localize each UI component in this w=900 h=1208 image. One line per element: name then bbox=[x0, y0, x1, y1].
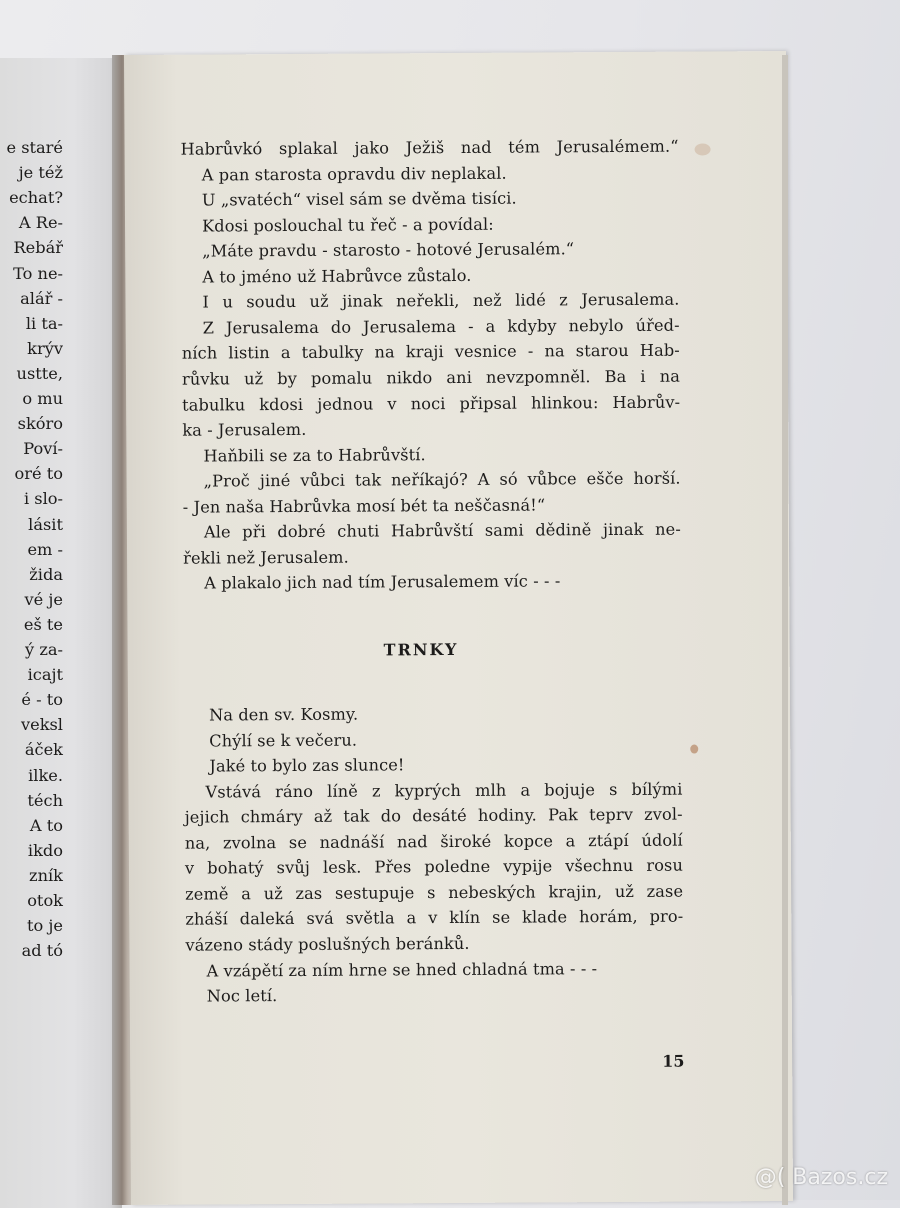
left-page-text-line: to je bbox=[27, 916, 63, 936]
stain-mark bbox=[695, 143, 711, 155]
text-line: ka - Jerusalem. bbox=[182, 419, 307, 440]
text-line: země a už zas sestupuje s nebeských krajin, už zase bbox=[185, 881, 684, 904]
left-page-text-line: žida bbox=[29, 564, 63, 584]
left-page-text-line: vé je bbox=[24, 589, 63, 609]
left-page-text bbox=[0, 58, 63, 1058]
left-page-text-line: é - to bbox=[21, 690, 63, 710]
section-1-text bbox=[124, 51, 786, 593]
left-page-text-line: téch bbox=[27, 790, 63, 810]
left-page-text-line: icajt bbox=[27, 665, 63, 685]
left-page-text-line: o mu bbox=[22, 389, 63, 408]
page-edge bbox=[782, 55, 788, 1205]
left-page-text-line: A to bbox=[29, 815, 63, 835]
text-line: Noc letí. bbox=[206, 986, 278, 1006]
left-page-text-line: Poví- bbox=[23, 439, 63, 459]
text-line: Jaké to bylo zas slunce! bbox=[209, 755, 405, 776]
text-line: ních listin a tabulky na kraji vesnice - na starou Hab- bbox=[181, 341, 680, 364]
text-line: Kdosi poslouchal tu řeč - a povídal: bbox=[201, 214, 494, 236]
left-page-text-line: i slo- bbox=[23, 489, 63, 509]
left-page-text-line: alář - bbox=[20, 288, 63, 308]
watermark: @( Bazos.cz bbox=[754, 1165, 888, 1190]
left-page-text-line: A Re- bbox=[18, 213, 63, 233]
text-line: růvku už by pomalu nikdo ani nevzpomněl. Ba i na bbox=[181, 366, 681, 389]
right-book-page bbox=[124, 51, 793, 1205]
text-line: Z Jerusalema do Jerusalema - a kdyby nebylo úřed- bbox=[202, 315, 680, 338]
left-page-text-line: Rebář bbox=[13, 238, 63, 258]
left-page-text-line: echat? bbox=[9, 188, 63, 208]
text-line: - Jen naša Habrůvka mosí bét ta neščasná!“ bbox=[182, 495, 546, 517]
text-line: zháší daleká svá světla a v klín se klade horám, pro- bbox=[185, 906, 684, 930]
left-page-text-line: je též bbox=[18, 163, 63, 183]
text-line: Haňbili se za to Habrůvští. bbox=[203, 444, 426, 466]
left-page-text-line: ad tó bbox=[21, 941, 63, 961]
left-page-text-line: ý za- bbox=[25, 640, 63, 659]
left-page-text-line: eš te bbox=[23, 614, 63, 634]
left-page-text-line: ustte, bbox=[16, 363, 63, 383]
text-line: Na den sv. Kosmy. bbox=[208, 704, 359, 725]
stain-mark bbox=[690, 745, 698, 754]
left-page-text-line: To ne- bbox=[13, 263, 63, 283]
text-line: v bohatý svůj lesk. Přes poledne vypije všechnu rosu bbox=[184, 855, 684, 878]
text-line: tabulku kdosi jednou v noci připsal hlinkou: Habrův- bbox=[182, 392, 681, 415]
left-book-page bbox=[0, 58, 122, 1208]
text-line: Chýlí se k večeru. bbox=[209, 730, 358, 751]
text-line: řekli než Jerusalem. bbox=[183, 547, 349, 568]
left-page-text-line: e staré bbox=[6, 138, 63, 157]
left-page-text-line: lásit bbox=[28, 514, 63, 534]
text-line: vázeno stády poslušných beránků. bbox=[185, 933, 470, 955]
text-line: A plakalo jich nad tím Jerusalemem víc - - - bbox=[204, 571, 561, 593]
text-line: A vzápětí za ním hrne se hned chladná tma - - - bbox=[206, 958, 598, 981]
text-line: A pan starosta opravdu div neplakal. bbox=[201, 163, 507, 185]
text-line: I u soudu už jinak neřekli, než lidé z Jerusalema. bbox=[202, 289, 680, 312]
text-line: „Proč jiné vůbci tak neříkajó? A só vůbce ešče horší. bbox=[203, 468, 681, 491]
left-page-text-line: zník bbox=[29, 865, 63, 885]
text-line: U „svatéch“ visel sám se dvěma tisíci. bbox=[201, 188, 517, 210]
left-page-text-line: ikdo bbox=[27, 840, 63, 860]
text-line: jejich chmáry až tak do desáté hodiny. Pak teprv zvol- bbox=[184, 804, 683, 827]
left-page-text-line: li ta- bbox=[25, 313, 63, 333]
text-line: Vstává ráno líně z kyprých mlh a bojuje s bílými bbox=[205, 779, 683, 802]
left-page-text-line: skóro bbox=[17, 414, 63, 434]
left-page-text-line: áček bbox=[24, 740, 63, 760]
chapter-heading: TRNKY bbox=[383, 639, 459, 660]
left-page-text-line: ilke. bbox=[28, 765, 63, 785]
left-page-text-line: em - bbox=[27, 539, 63, 559]
text-line: Habrůvkó splakal jako Ježiš nad tém Jerusalémem.“ bbox=[180, 136, 679, 159]
text-line: Ale při dobré chuti Habrůvští sami dědině jinak ne- bbox=[203, 519, 681, 542]
page-number: 15 bbox=[662, 1051, 685, 1071]
left-page-text-line: veksl bbox=[20, 715, 63, 735]
text-line: A to jméno už Habrůvce zůstalo. bbox=[202, 265, 472, 287]
text-line: „Máte pravdu - starosto - hotové Jerusalém.“ bbox=[202, 239, 575, 261]
left-page-text-line: krýv bbox=[27, 338, 63, 358]
text-line: na, zvolna se nadnáší nad široké kopce a ztápí údolí bbox=[184, 830, 683, 853]
left-page-text-line: oré to bbox=[14, 464, 63, 484]
left-page-text-line: otok bbox=[27, 891, 63, 910]
